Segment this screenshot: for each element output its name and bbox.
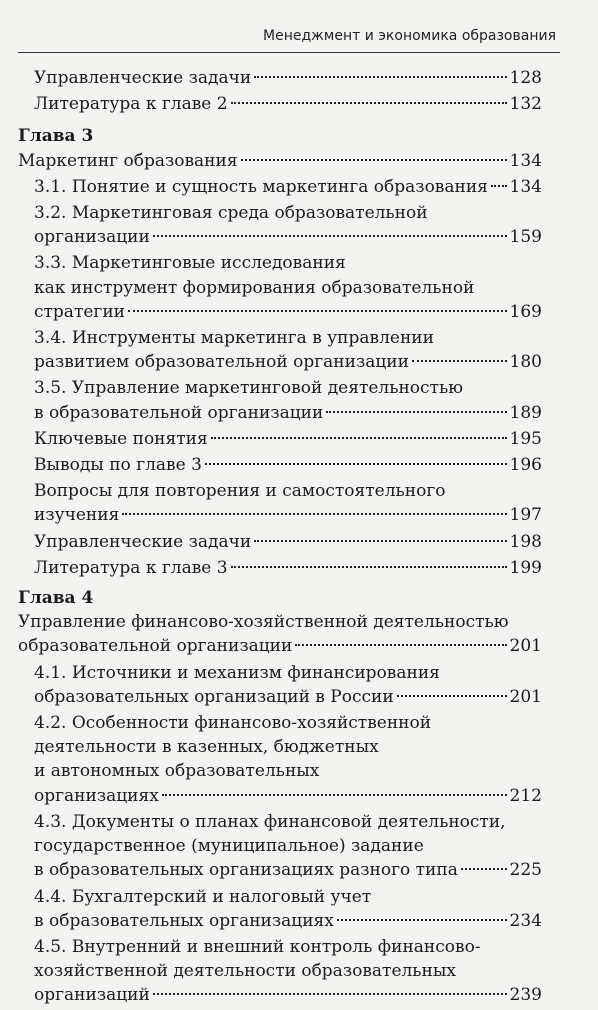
- toc-entry-title: в образовательной организации: [34, 402, 324, 423]
- page-number: 134: [509, 150, 542, 171]
- toc-entry[interactable]: [18, 935, 542, 1008]
- page-number: 134: [509, 176, 542, 197]
- dot-leader: [211, 437, 507, 439]
- toc-entry-text: 3.3. Маркетинговые исследования: [34, 253, 346, 274]
- dot-leader: [241, 159, 507, 161]
- toc-entry-text: 4.4. Бухгалтерский и налоговый учет: [34, 886, 372, 907]
- toc-entry-text: 4.1. Источники и механизм финансирования: [34, 662, 440, 683]
- toc-entry[interactable]: [18, 66, 542, 90]
- page-number: 180: [509, 352, 542, 373]
- toc-entry-title: 3.1. Понятие и сущность маркетинга образования: [34, 176, 488, 197]
- toc-entry-title: Управленческие задачи: [34, 531, 252, 552]
- toc-entry-title: образовательных организаций в России: [34, 686, 394, 707]
- dot-leader: [412, 360, 507, 362]
- page-number: 189: [509, 402, 542, 423]
- toc-entry-title: Литература к главе 3: [34, 557, 228, 578]
- running-head: Менеджмент и экономика образования: [263, 28, 556, 44]
- page-number: 225: [509, 860, 542, 881]
- toc-entry[interactable]: [18, 201, 542, 249]
- page-number: 128: [509, 68, 542, 88]
- toc-entry[interactable]: [18, 885, 542, 933]
- toc-entry-title: стратегии: [34, 301, 125, 322]
- toc-entry[interactable]: [18, 149, 542, 173]
- chapter-heading: Глава 3: [18, 126, 94, 147]
- toc-entry-title: организациях: [34, 785, 159, 806]
- toc-entry-text: 3.5. Управление маркетинговой деятельностью: [34, 378, 464, 399]
- dot-leader: [254, 540, 506, 542]
- dot-leader: [122, 513, 506, 515]
- toc-entry-title: Выводы по главе 3: [34, 455, 202, 476]
- dot-leader: [295, 644, 506, 646]
- toc-entry[interactable]: [18, 175, 542, 199]
- toc-entry[interactable]: [18, 556, 542, 580]
- toc-entry-text: деятельности в казенных, бюджетных: [34, 737, 379, 758]
- page-number: 201: [509, 636, 542, 657]
- dot-leader: [231, 102, 507, 104]
- toc-entry-title: изучения: [34, 505, 120, 526]
- toc-entry-text: как инструмент формирования образовательной: [34, 277, 475, 298]
- toc-entry-text: государственное (муниципальное) задание: [34, 836, 424, 857]
- page-number: 199: [509, 557, 542, 578]
- toc-entry[interactable]: [18, 711, 542, 808]
- toc-entry-title: организации: [34, 227, 150, 248]
- toc-entry-text: Вопросы для повторения и самостоятельного: [34, 481, 446, 502]
- toc-entry[interactable]: [18, 530, 542, 554]
- toc-entry[interactable]: [18, 810, 542, 883]
- toc-entry-title: в образовательных организациях разного типа: [34, 860, 458, 881]
- table-of-contents: [18, 66, 542, 1010]
- page-number: 201: [509, 686, 542, 707]
- dot-leader: [153, 235, 507, 237]
- dot-leader: [326, 411, 506, 413]
- dot-leader: [231, 566, 507, 568]
- toc-entry-text: и автономных образовательных: [34, 761, 320, 782]
- page-number: 196: [509, 455, 542, 476]
- dot-leader: [153, 993, 507, 995]
- toc-entry[interactable]: [18, 326, 542, 374]
- toc-entry-title: организаций: [34, 985, 150, 1006]
- toc-entry-text: хозяйственной деятельности образовательных: [34, 961, 457, 982]
- page-number: 212: [509, 785, 542, 806]
- page-number: 169: [509, 301, 542, 322]
- chapter-heading: Глава 4: [18, 588, 94, 609]
- dot-leader: [128, 310, 507, 312]
- dot-leader: [162, 794, 507, 796]
- page-number: 239: [509, 985, 542, 1006]
- toc-entry-title: Ключевые понятия: [34, 428, 208, 449]
- toc-entry-title: Литература к главе 2: [34, 94, 228, 115]
- toc-entry-text: 4.3. Документы о планах финансовой деятельности,: [34, 811, 506, 832]
- dot-leader: [397, 695, 507, 697]
- toc-entry-title: развитием образовательной организации: [34, 352, 409, 373]
- toc-entry-text: 4.5. Внутренний и внешний контроль финансово-: [34, 936, 481, 957]
- header-rule: [18, 52, 560, 53]
- page-number: 198: [509, 531, 542, 552]
- page-number: 234: [509, 910, 542, 931]
- toc-entry[interactable]: [18, 251, 542, 324]
- toc-entry-text: Управление финансово-хозяйственной деятельностью: [18, 612, 509, 633]
- toc-entry[interactable]: [18, 479, 542, 527]
- dot-leader: [337, 919, 507, 921]
- toc-entry-title: Маркетинг образования: [18, 150, 238, 171]
- page-number: 159: [509, 227, 542, 248]
- page-number: 197: [509, 505, 542, 526]
- dot-leader: [461, 868, 507, 870]
- page-number: 195: [509, 428, 542, 449]
- dot-leader: [205, 463, 507, 465]
- toc-entry[interactable]: [18, 427, 542, 451]
- dot-leader: [491, 185, 507, 187]
- dot-leader: [254, 76, 506, 78]
- toc-entry-title: в образовательных организациях: [34, 910, 334, 931]
- toc-entry[interactable]: [18, 376, 542, 424]
- toc-entry[interactable]: [18, 610, 542, 658]
- toc-entry-title: Управленческие задачи: [34, 68, 252, 88]
- toc-entry-text: 4.2. Особенности финансово-хозяйственной: [34, 713, 432, 734]
- toc-entry[interactable]: [18, 92, 542, 116]
- toc-entry-text: 3.4. Инструменты маркетинга в управлении: [34, 328, 434, 349]
- toc-entry[interactable]: [18, 453, 542, 477]
- toc-entry[interactable]: [18, 661, 542, 709]
- page-number: 132: [509, 94, 542, 115]
- toc-entry-title: образовательной организации: [18, 636, 293, 657]
- toc-entry-text: 3.2. Маркетинговая среда образовательной: [34, 203, 428, 224]
